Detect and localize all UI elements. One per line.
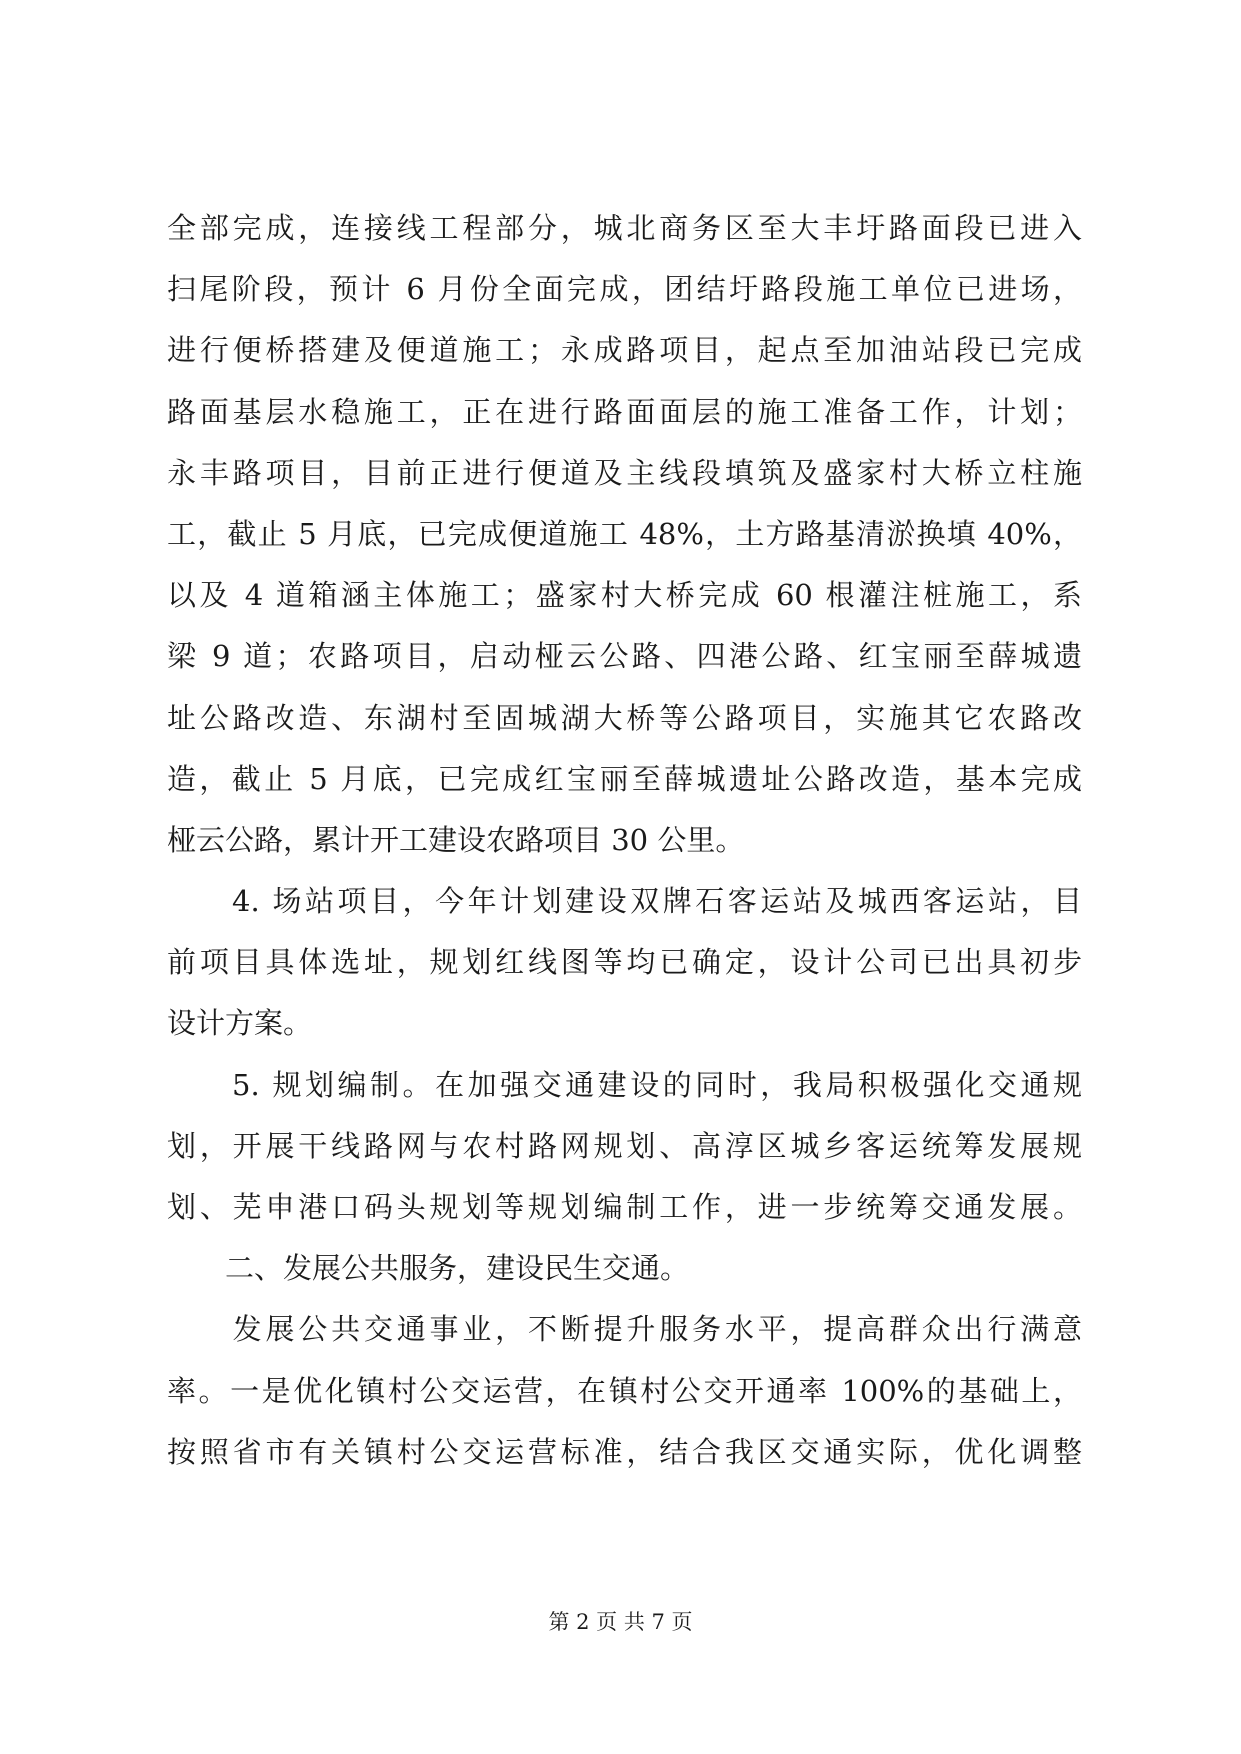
text-line: 梁 9 道；农路项目，启动桠云公路、四港公路、红宝丽至薛城遗 [167,639,1082,674]
body-text [167,198,1082,1483]
text-line: 以及 4 道箱涵主体施工；盛家村大桥完成 60 根灌注桩施工，系 [167,578,1082,613]
text-line: 工，截止 5 月底，已完成便道施工 48%，土方路基清淤换填 40%， [167,516,1082,551]
text-line: 扫尾阶段，预计 6 月份全面完成，团结圩路段施工单位已进场， [167,272,1082,307]
text-line: 全部完成，连接线工程部分，城北商务区至大丰圩路面段已进入 [167,211,1082,245]
text-line: 划、芜申港口码头规划等规划编制工作，进一步统筹交通发展。 [167,1190,1082,1224]
text-line: 造，截止 5 月底，已完成红宝丽至薛城遗址公路改造，基本完成 [167,761,1082,796]
text-line: 设计方案。 [167,1006,313,1041]
text-line: 路面基层水稳施工，正在进行路面面层的施工准备工作，计划； [167,394,1082,429]
text-line: 二、发展公共服务，建设民生交通。 [167,1251,690,1286]
text-line: 率。一是优化镇村公交运营，在镇村公交开通率 100%的基础上， [167,1373,1082,1408]
text-line: 进行便桥搭建及便道施工；永成路项目，起点至加油站段已完成 [167,333,1082,368]
text-line: 前项目具体选址，规划红线图等均已确定，设计公司已出具初步 [167,945,1082,980]
text-line: 永丰路项目，目前正进行便道及主线段填筑及盛家村大桥立柱施 [167,455,1082,490]
text-line: 4. 场站项目，今年计划建设双牌石客运站及城西客运站，目 [167,884,1082,919]
text-line: 发展公共交通事业，不断提升服务水平，提高群众出行满意 [167,1312,1082,1347]
page-footer: 第 2 页 共 7 页 [548,1610,693,1634]
text-line: 桠云公路，累计开工建设农路项目 30 公里。 [167,822,745,857]
text-line: 址公路改造、东湖村至固城湖大桥等公路项目，实施其它农路改 [167,700,1082,735]
text-line: 5. 规划编制。在加强交通建设的同时，我局积极强化交通规 [167,1067,1082,1102]
text-line: 按照省市有关镇村公交运营标准，结合我区交通实际，优化调整 [167,1434,1082,1469]
text-line: 划，开展干线路网与农村路网规划、高淳区城乡客运统筹发展规 [167,1128,1082,1163]
